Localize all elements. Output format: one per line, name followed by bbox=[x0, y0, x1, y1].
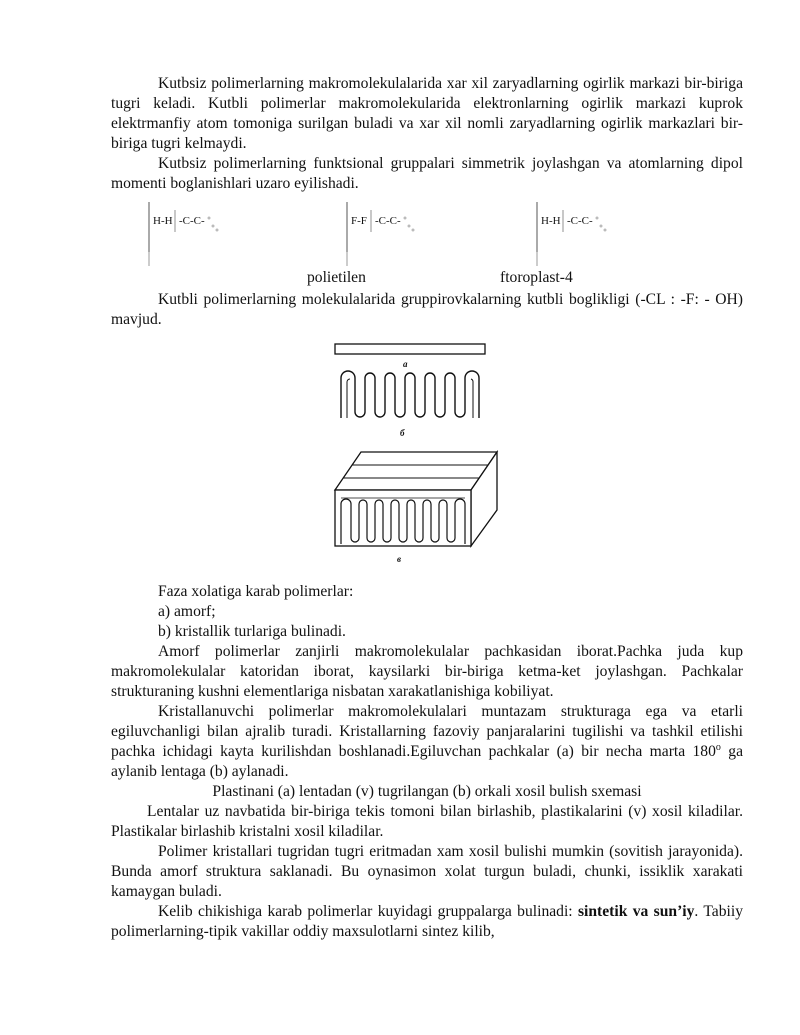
formula-3-link: -C-C- bbox=[567, 215, 593, 227]
crystal-structure-figure bbox=[111, 340, 743, 568]
paragraph-1: Kutbsiz polimerlarning makromolekulalarida xar xil zaryadlarning ogirlik markazi bir-biriga tugri keladi. Kutbli polimerlar makromolekularida elektronlarning ogirlik markazi kuprok elektrmanfiy atom tomoniga surilgan buladi va xar xil nomli zaryadlarning ogirlik markazlari bir-biriga tugri kelmaydi. bbox=[111, 75, 743, 152]
paragraph-2: Kutbsiz polimerlarning funktsional gruppalari simmetrik joylashgan va atomlarning dipol momenti boglanishlari uzaro eyilishadi. bbox=[111, 155, 743, 192]
paragraph-12: Kelib chikishiga karab polimerlar kuyidagi gruppalarga bulinadi: sintetik va sun’iy. Tabiiy polimerlarning-tipik vakillar oddiy maxsulotlarni sintez kilib, bbox=[111, 903, 743, 940]
lamella-formation-diagram bbox=[327, 340, 517, 568]
label-a: a bbox=[403, 359, 408, 369]
document-page bbox=[111, 74, 743, 942]
label-v: в bbox=[397, 554, 402, 564]
formula-structure-2 bbox=[345, 196, 435, 268]
bundle-a-shape bbox=[335, 344, 485, 354]
ribbon-b-shape bbox=[341, 371, 479, 418]
figure-caption: Plastinani (a) lentadan (v) tugrilangan (b) orkali xosil bulish sxemasi bbox=[212, 783, 642, 800]
formula-1-link: -C-C- bbox=[179, 215, 205, 227]
plate-v-shape bbox=[335, 452, 497, 546]
list-item-b: b) kristallik turlariga bulinadi. bbox=[158, 623, 346, 640]
paragraph-3: Kutbli polimerlarning molekulalarida gruppirovkalarning kutbli boglikligi (-CL : -F: - OH) mavjud. bbox=[111, 291, 743, 328]
caption-ftoroplast: ftoroplast-4 bbox=[500, 269, 573, 286]
formula-structure-3 bbox=[535, 196, 625, 268]
formula-2-text: F-F bbox=[351, 215, 367, 227]
paragraph-8: Kristallanuvchi polimerlar makromolekulalari muntazam strukturaga ega va etarli egiluvchanligi bilan ajralib turadi. Kristallarning fazoviy panjaralarini tugilishi va tashkil etilishi pachka ichidagi kayta kurilishdan boshlanadi.Egiluvchan pachkalar (a) bir necha marta 180$^o$ ga aylanib lentaga (b) aylanadi. bbox=[111, 703, 743, 780]
paragraph-11: Polimer kristallari tugridan tugri eritmadan xam xosil bulishi mumkin (sovitish jarayonida). Bunda amorf struktura saklanadi. Bu oynasimon xolat turgun buladi, chunki, issiklik xarakati kamaygan buladi. bbox=[111, 843, 743, 900]
formula-structure-1 bbox=[147, 196, 237, 268]
paragraph-10: Lentalar uz navbatida bir-biriga tekis tomoni bilan birlashib, plastikalarini (v) xosil kiladilar. Plastikalar birlashib kristalni xosil kiladilar. bbox=[111, 803, 743, 840]
formula-2-link: -C-C- bbox=[375, 215, 401, 227]
formula-1-text: H-H bbox=[153, 215, 173, 227]
formula-3-text: H-H bbox=[541, 215, 561, 227]
formula-row bbox=[111, 196, 743, 268]
paragraph-7: Amorf polimerlar zanjirli makromolekulalar pachkasidan iborat.Pachka juda kup makromolekulalar katoridan iborat, kaysilarki bir-biriga ketma-ket joylashgan. Pachkalar strukturaning kushni elementlariga nisbatan xarakatlanishiga kobiliyat. bbox=[111, 643, 743, 700]
formula-captions bbox=[111, 268, 743, 290]
label-b: б bbox=[400, 428, 405, 438]
caption-polietilen: polietilen bbox=[307, 269, 366, 286]
paragraph-4: Faza xolatiga karab polimerlar: bbox=[158, 583, 354, 600]
list-item-a: a) amorf; bbox=[158, 603, 216, 620]
